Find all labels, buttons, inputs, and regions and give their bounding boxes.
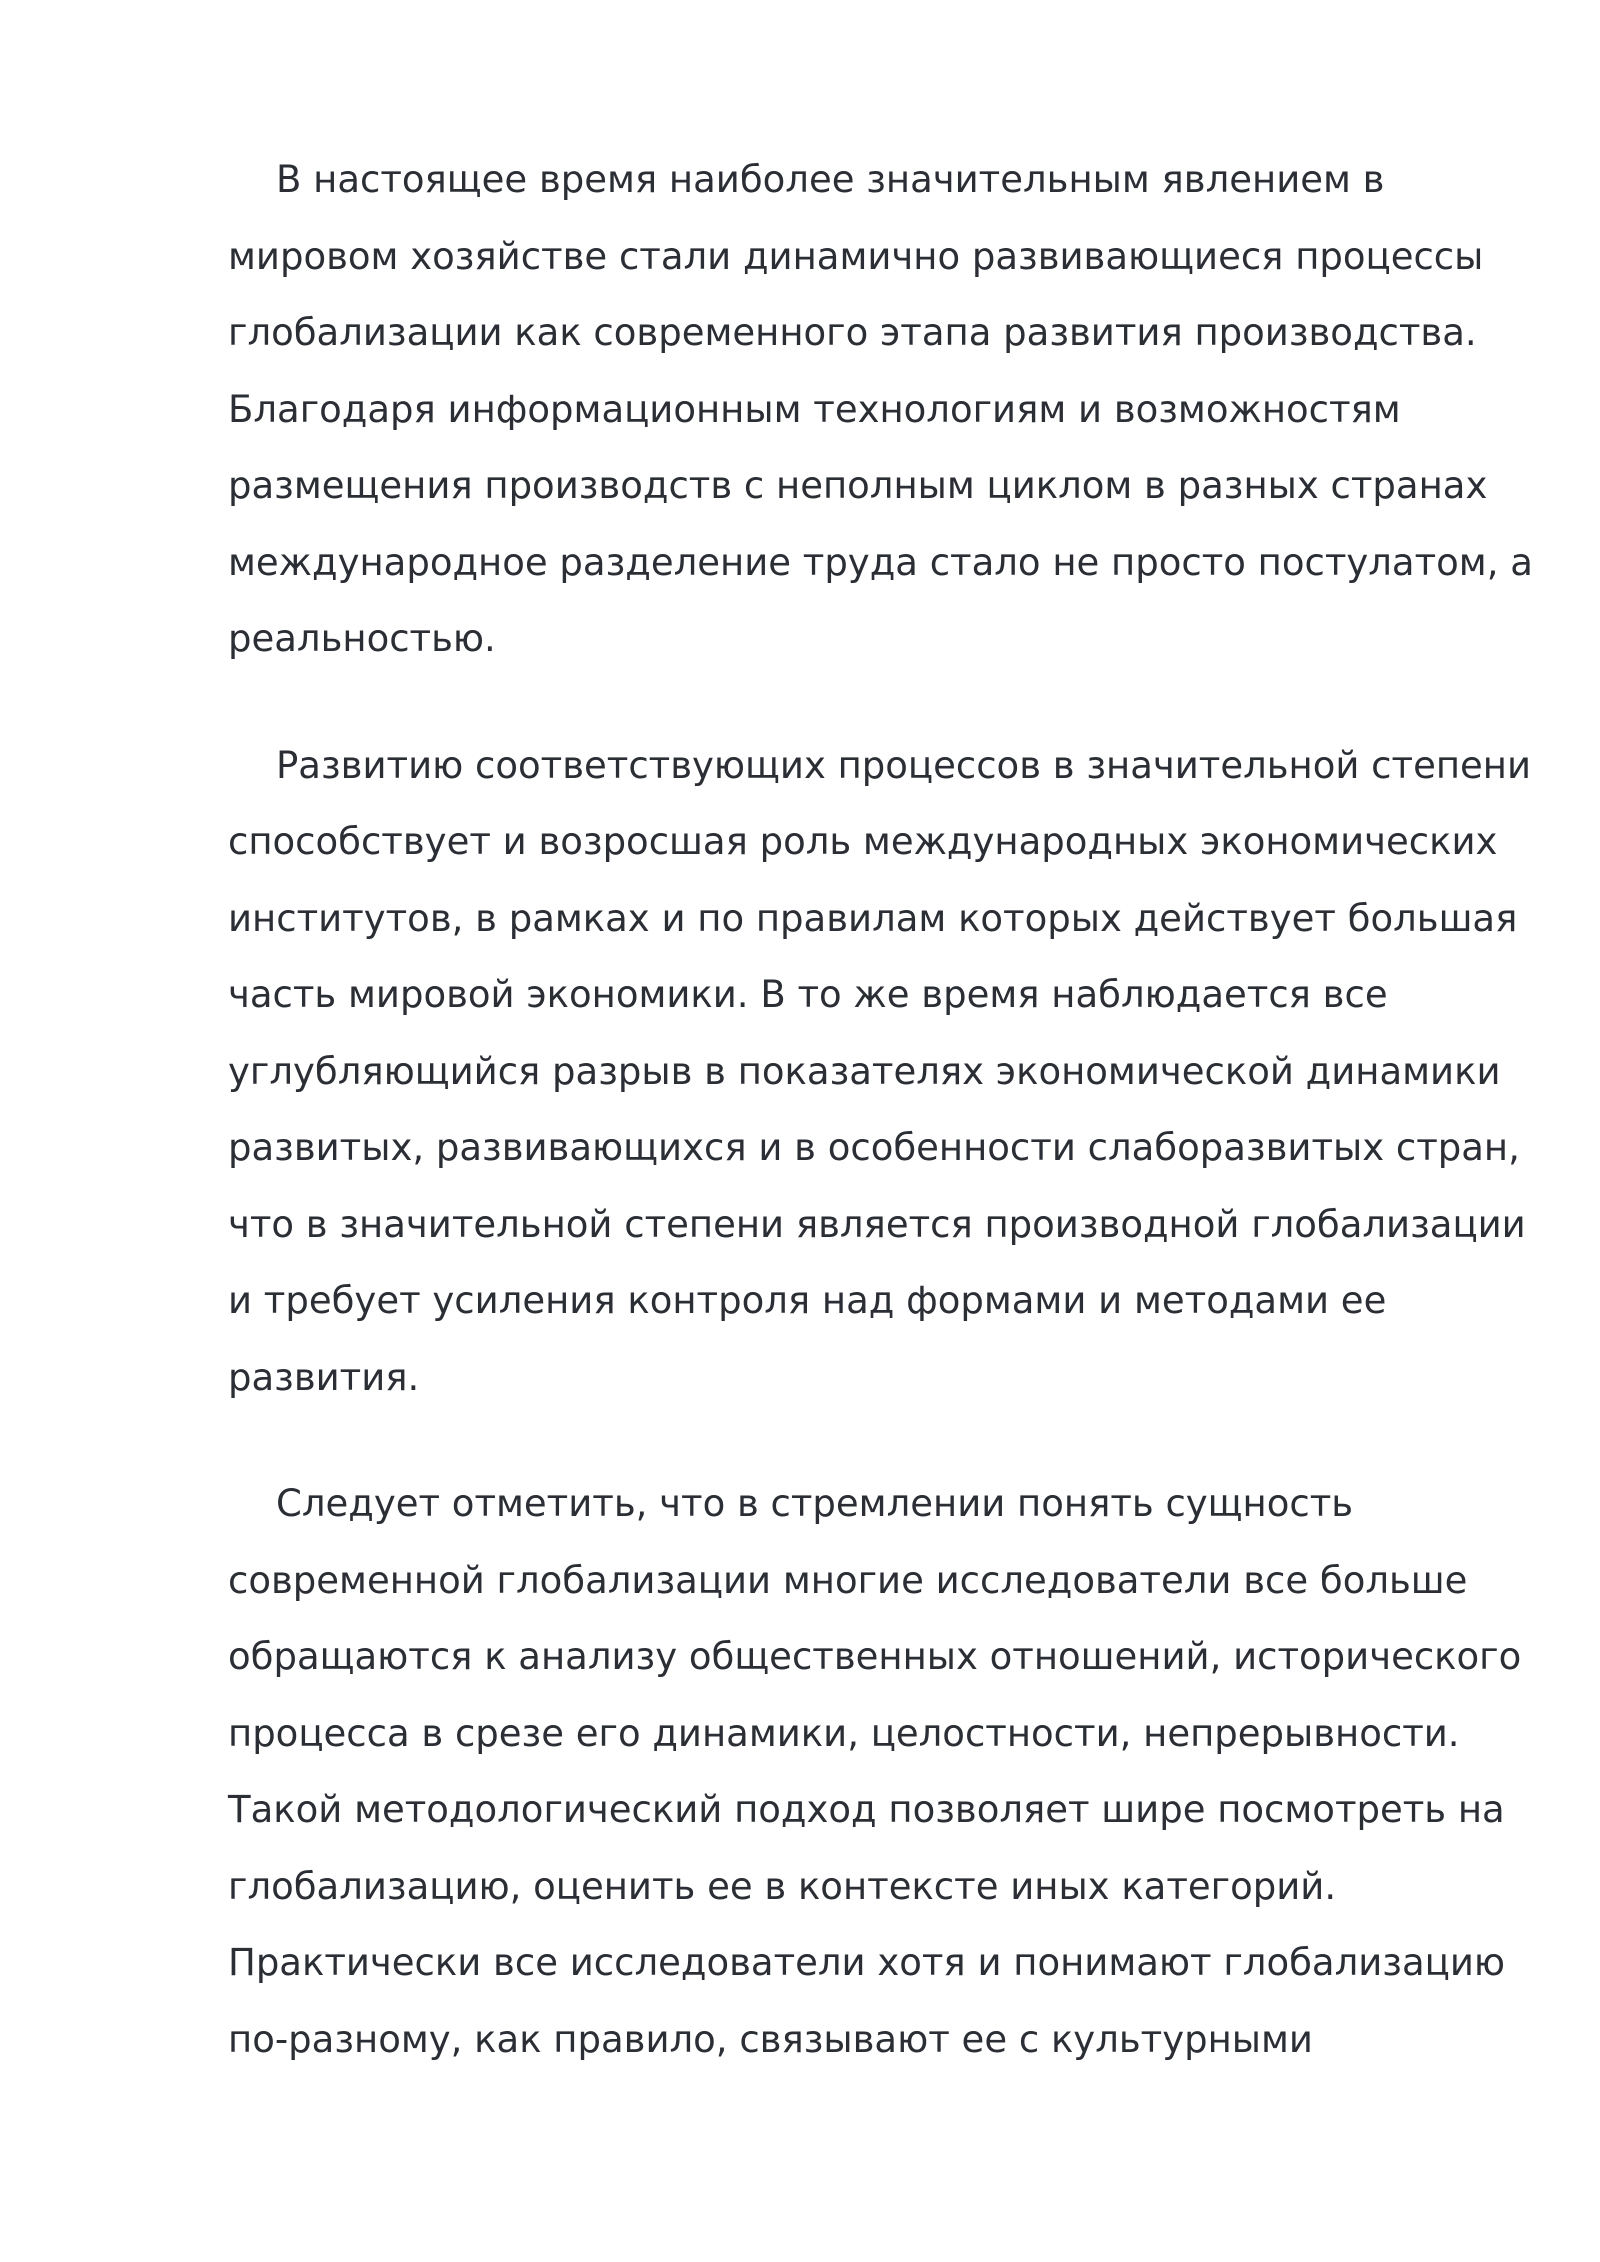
paragraph-2-line-7: что в значительной степени является производной глобализации (228, 1202, 1526, 1246)
paragraph-2-line-3: институтов, в рамках и по правилам которых действует большая (228, 896, 1518, 940)
paragraph-1-line-7: реальностью. (228, 617, 496, 660)
paragraph-2-line-9: развития. (228, 1355, 420, 1399)
paragraph-2-line-2: способствует и возросшая роль международных экономических (228, 820, 1498, 863)
paragraph-3-line-2: современной глобализации многие исследователи все больше (228, 1558, 1468, 1602)
paragraph-3-line-6: глобализацию, оценить ее в контексте иных категорий. (228, 1864, 1337, 1908)
paragraph-3-line-1: Следует отметить, что в стремлении понять сущность (276, 1482, 1354, 1525)
paragraph-2-line-8: и требует усиления контроля над формами и методами ее (228, 1279, 1387, 1322)
paragraph-1-line-3: глобализации как современного этапа развития производства. (228, 311, 1477, 354)
paragraph-1 (228, 142, 1533, 678)
paragraph-2 (228, 728, 1532, 1417)
paragraph-3-line-8: по-разному, как правило, связывают ее с культурными (228, 2017, 1313, 2061)
paragraph-2-line-4: часть мировой экономики. В то же время наблюдается все (228, 973, 1388, 1016)
paragraph-1-line-6: международное разделение труда стало не просто постулатом, а (228, 540, 1533, 584)
paragraph-1-line-5: размещения производств с неполным циклом в разных странах (228, 464, 1488, 507)
document-body (228, 142, 1533, 2128)
paragraph-3-line-5: Такой методологический подход позволяет шире посмотреть на (228, 1788, 1505, 1831)
paragraph-2-line-6: развитых, развивающихся и в особенности слаборазвитых стран, (228, 1126, 1520, 1169)
paragraph-1-line-2: мировом хозяйстве стали динамично развивающиеся процессы (228, 234, 1484, 278)
paragraph-2-line-5: углубляющийся разрыв в показателях экономической динамики (228, 1049, 1501, 1093)
paragraph-3 (228, 1466, 1522, 2078)
paragraph-2-line-1: Развитию соответствующих процессов в значительной степени (276, 743, 1532, 787)
paragraph-3-line-7: Практически все исследователи хотя и понимают глобализацию (228, 1941, 1506, 1984)
paragraph-3-line-4: процесса в срезе его динамики, целостности, непрерывности. (228, 1711, 1460, 1755)
paragraph-1-line-4: Благодаря информационным технологиям и возможностям (228, 387, 1401, 431)
paragraph-1-line-1: В настоящее время наиболее значительным явлением в (276, 158, 1385, 201)
paragraph-3-line-3: обращаются к анализу общественных отношений, исторического (228, 1635, 1522, 1678)
